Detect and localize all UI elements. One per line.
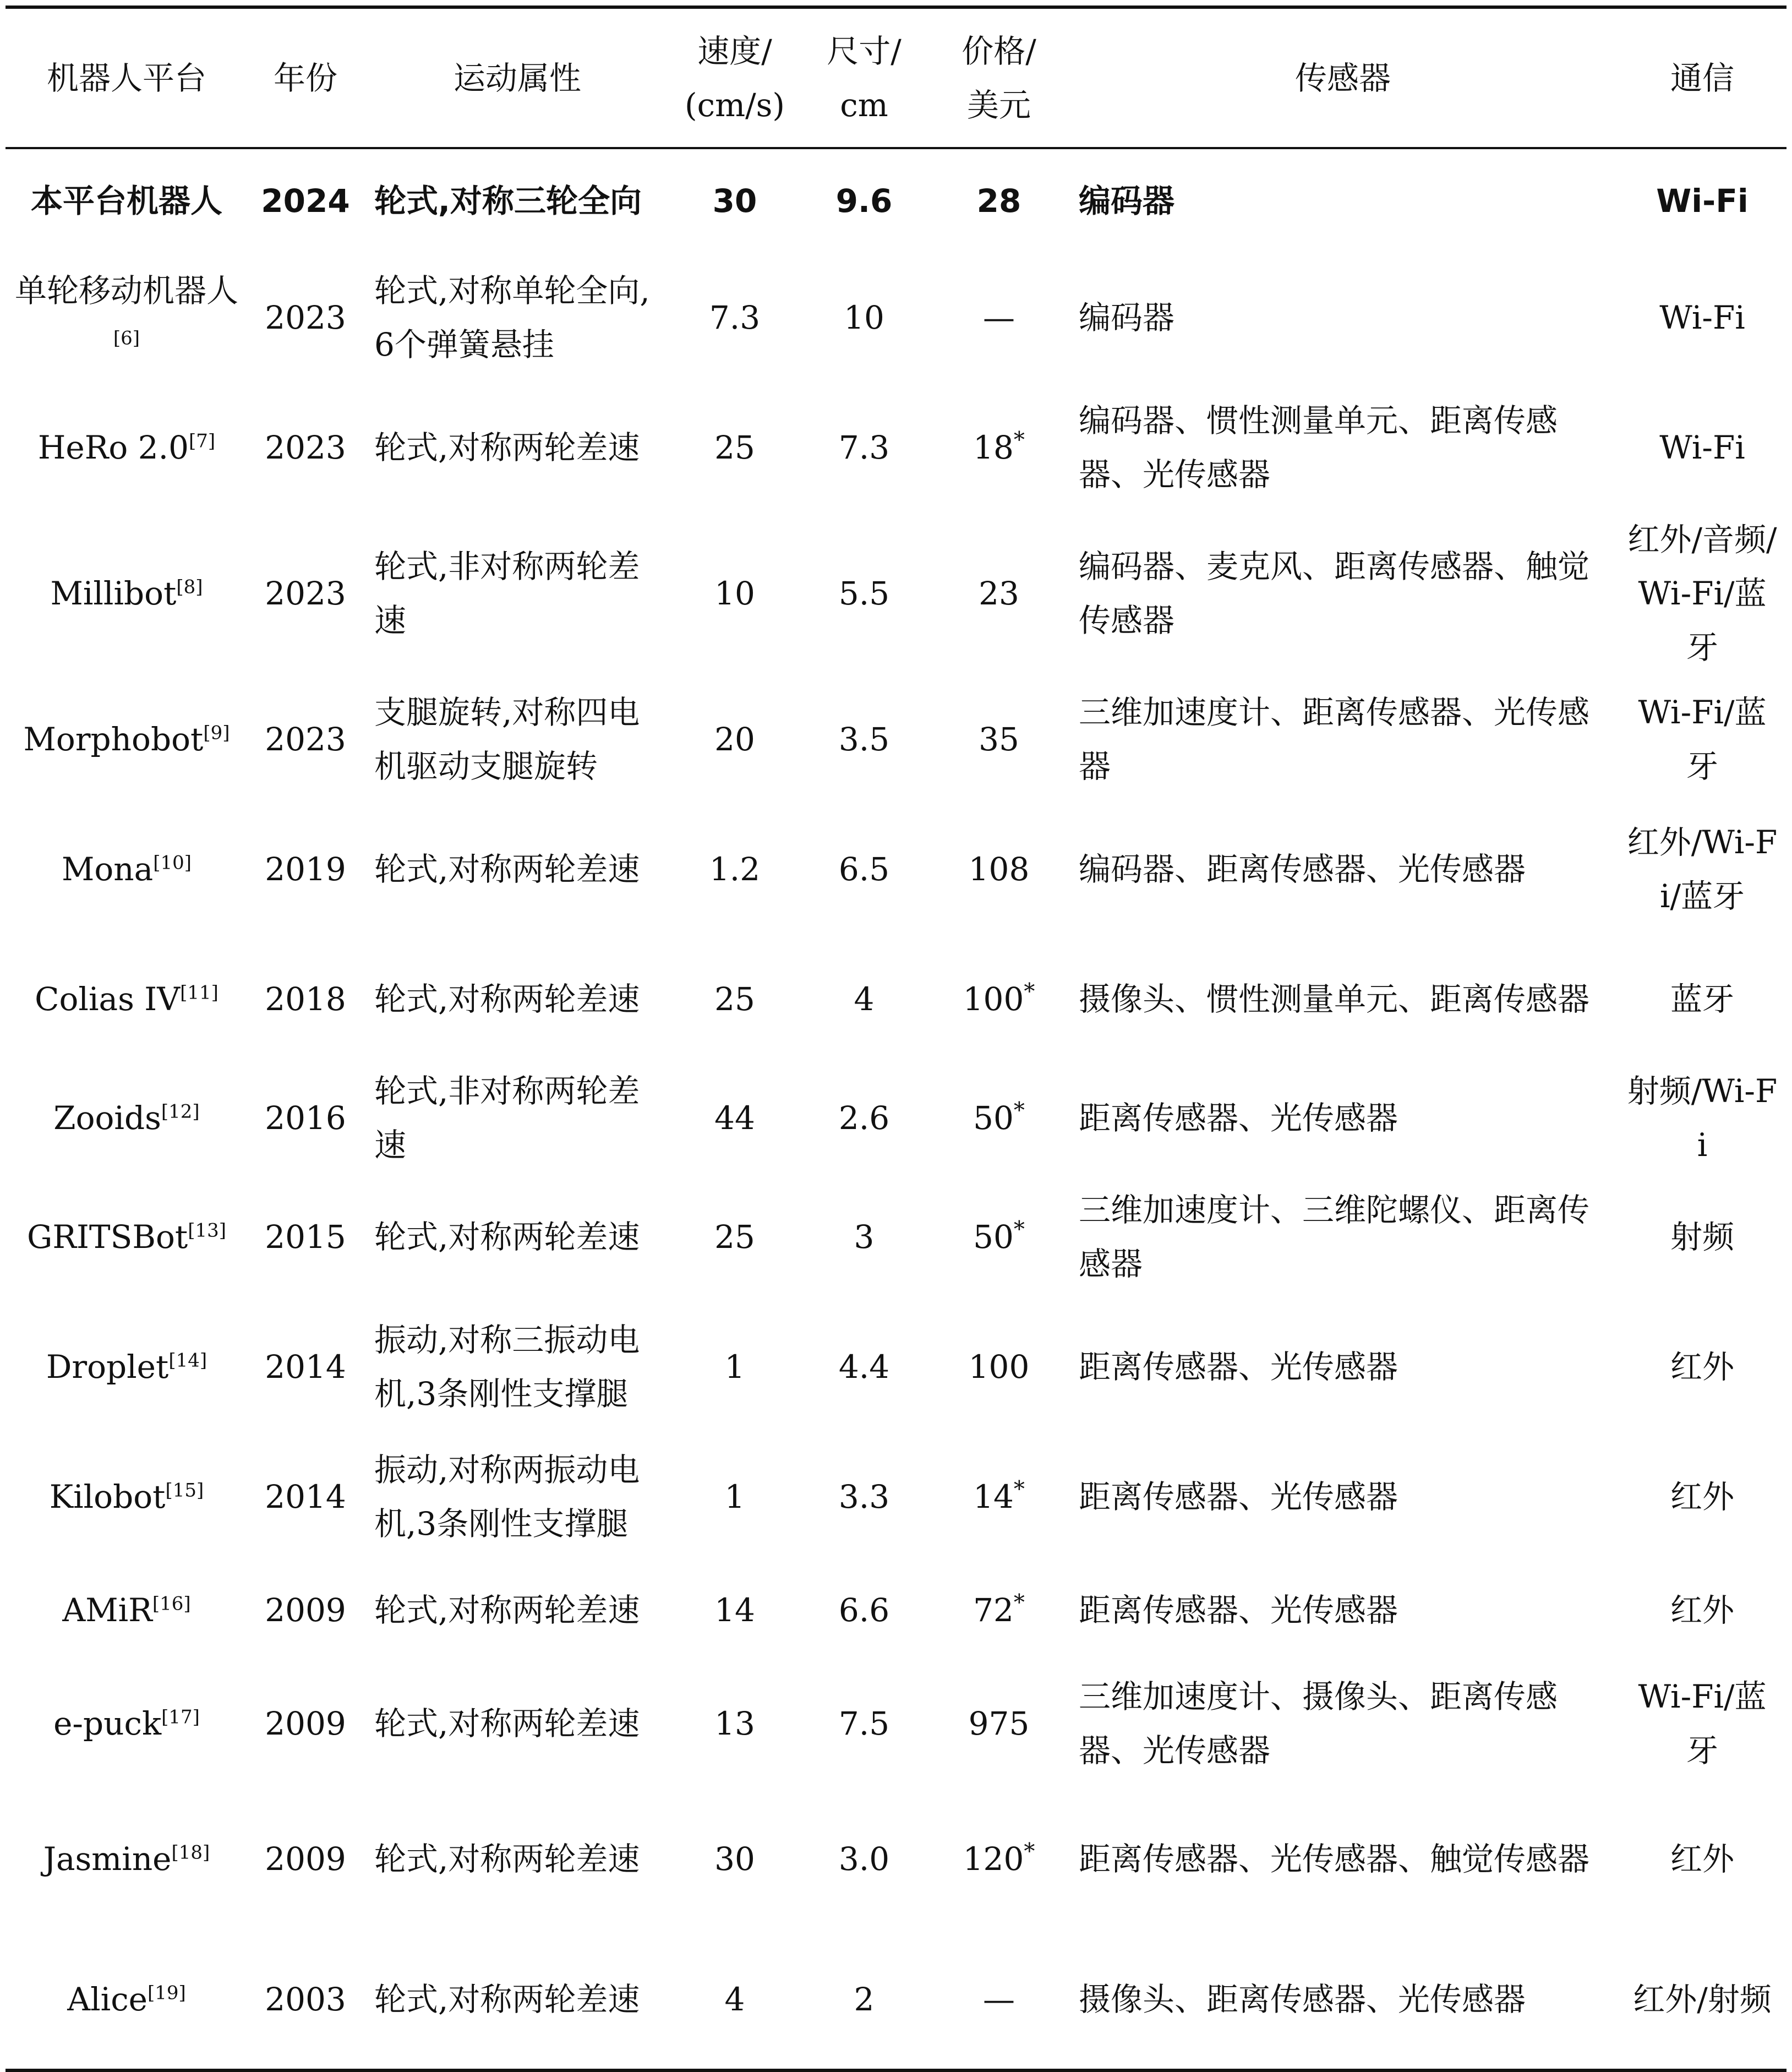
cell-year <box>248 1929 363 2070</box>
cell-motion <box>363 934 671 1064</box>
table-row <box>6 1302 1786 1432</box>
cell-price <box>930 1064 1068 1172</box>
cell-year <box>248 934 363 1064</box>
size-value: 3 <box>854 1218 875 1256</box>
sensors-value: 编码器、麦克风、距离传感器、触觉传感器 <box>1079 548 1590 639</box>
cell-comm <box>1618 1929 1786 2070</box>
comm-value: 红外 <box>1670 1840 1734 1878</box>
speed-value: 25 <box>714 980 755 1018</box>
cell-motion <box>363 1302 671 1432</box>
speed-value: 44 <box>714 1099 755 1137</box>
cell-year <box>248 148 363 253</box>
sensors-value: 三维加速度计、摄像头、距离传感器、光传感器 <box>1079 1678 1558 1769</box>
platform-name: Zooids <box>53 1099 161 1137</box>
cell-speed <box>671 1064 798 1172</box>
platform-name: Droplet <box>46 1348 169 1386</box>
platform-name: GRITSBot <box>27 1218 188 1256</box>
table-row <box>6 512 1786 674</box>
estimate-marker: * <box>1013 1476 1025 1502</box>
cell-motion <box>363 1789 671 1929</box>
year-value: 2023 <box>265 299 346 336</box>
cell-motion <box>363 804 671 934</box>
header-motion: 运动属性 <box>363 7 671 148</box>
cell-comm <box>1618 674 1786 804</box>
header-price <box>930 7 1068 148</box>
cell-speed <box>671 1659 798 1789</box>
size-value: 2 <box>854 1980 875 2018</box>
cell-size <box>798 253 930 383</box>
platform-name: Millibot <box>50 575 177 612</box>
size-value: 10 <box>844 299 884 336</box>
reference-citation: [8] <box>176 576 203 598</box>
cell-speed <box>671 253 798 383</box>
size-value: 4 <box>854 980 875 1018</box>
speed-value: 10 <box>714 575 755 612</box>
cell-price <box>930 1302 1068 1432</box>
header-speed <box>671 7 798 148</box>
cell-speed <box>671 1929 798 2070</box>
comm-value: 蓝牙 <box>1670 980 1734 1018</box>
cell-size <box>798 1789 930 1929</box>
year-value: 2015 <box>265 1218 346 1256</box>
cell-motion <box>363 1064 671 1172</box>
motion-value: 轮式,非对称两轮差速 <box>374 1072 640 1164</box>
comm-value: Wi-Fi <box>1659 429 1745 466</box>
comm-value: 红外/射频 <box>1633 1980 1772 2018</box>
reference-citation: [11] <box>180 982 218 1004</box>
reference-citation: [10] <box>153 852 192 874</box>
size-value: 6.6 <box>838 1591 890 1629</box>
cell-year <box>248 512 363 674</box>
sensors-value: 距离传感器、光传感器 <box>1079 1591 1398 1629</box>
speed-value: 30 <box>712 182 757 220</box>
cell-comm <box>1618 1302 1786 1432</box>
size-value: 7.5 <box>838 1705 890 1742</box>
cell-motion <box>363 148 671 253</box>
size-value: 5.5 <box>838 575 890 612</box>
year-value: 2019 <box>265 850 346 888</box>
motion-value: 轮式,对称两轮差速 <box>374 1591 640 1629</box>
speed-value: 1.2 <box>709 850 761 888</box>
cell-speed <box>671 1562 798 1659</box>
header-size-line2: cm <box>840 86 888 124</box>
sensors-value: 编码器、惯性测量单元、距离传感器、光传感器 <box>1079 402 1558 493</box>
estimate-marker: * <box>1024 979 1035 1005</box>
year-value: 2014 <box>265 1348 346 1386</box>
platform-name: Kilobot <box>49 1478 166 1515</box>
cell-size <box>798 934 930 1064</box>
table-header <box>6 7 1786 148</box>
cell-speed <box>671 804 798 934</box>
cell-price <box>930 253 1068 383</box>
year-value: 2023 <box>265 721 346 758</box>
motion-value: 轮式,对称两轮差速 <box>374 429 640 466</box>
cell-motion <box>363 383 671 512</box>
cell-sensors <box>1068 1172 1618 1302</box>
motion-value: 支腿旋转,对称四电机驱动支腿旋转 <box>374 694 640 785</box>
estimate-marker: * <box>1013 1098 1025 1124</box>
cell-speed <box>671 383 798 512</box>
cell-sensors <box>1068 253 1618 383</box>
cell-comm <box>1618 253 1786 383</box>
header-platform: 机器人平台 <box>6 7 248 148</box>
cell-size <box>798 148 930 253</box>
motion-value: 振动,对称两振动电机,3条刚性支撑腿 <box>374 1451 640 1542</box>
sensors-value: 编码器 <box>1079 182 1175 220</box>
cell-price <box>930 148 1068 253</box>
speed-value: 25 <box>714 1218 755 1256</box>
cell-platform <box>6 148 248 253</box>
cell-motion <box>363 1562 671 1659</box>
cell-comm <box>1618 148 1786 253</box>
cell-platform <box>6 1659 248 1789</box>
cell-price <box>930 804 1068 934</box>
size-value: 3.5 <box>838 721 890 758</box>
cell-comm <box>1618 1789 1786 1929</box>
year-value: 2018 <box>265 980 346 1018</box>
reference-citation: [9] <box>203 722 230 744</box>
motion-value: 轮式,对称单轮全向,6个弹簧悬挂 <box>374 272 650 363</box>
cell-platform <box>6 1432 248 1562</box>
comm-value: Wi-Fi <box>1656 182 1749 220</box>
cell-price <box>930 1659 1068 1789</box>
cell-year <box>248 804 363 934</box>
table-row <box>6 1064 1786 1172</box>
price-value: 50 <box>973 1099 1014 1137</box>
cell-size <box>798 1172 930 1302</box>
sensors-value: 距离传感器、光传感器 <box>1079 1099 1398 1137</box>
speed-value: 30 <box>714 1840 755 1878</box>
cell-year <box>248 1432 363 1562</box>
cell-year <box>248 1064 363 1172</box>
cell-comm <box>1618 1064 1786 1172</box>
speed-value: 14 <box>714 1591 755 1629</box>
estimate-marker: * <box>1013 427 1025 453</box>
motion-value: 轮式,非对称两轮差速 <box>374 548 640 639</box>
size-value: 7.3 <box>838 429 890 466</box>
year-value: 2014 <box>265 1478 346 1515</box>
cell-sensors <box>1068 804 1618 934</box>
cell-motion <box>363 1659 671 1789</box>
year-value: 2024 <box>261 182 350 220</box>
cell-size <box>798 1929 930 2070</box>
price-value: 50 <box>973 1218 1014 1256</box>
sensors-value: 距离传感器、光传感器 <box>1079 1478 1398 1515</box>
motion-value: 轮式,对称三轮全向 <box>374 182 642 220</box>
table-row <box>6 804 1786 934</box>
size-value: 3.0 <box>838 1840 890 1878</box>
cell-platform <box>6 1789 248 1929</box>
cell-year <box>248 383 363 512</box>
year-value: 2009 <box>265 1840 346 1878</box>
speed-value: 1 <box>724 1348 745 1386</box>
reference-citation: [6] <box>113 327 140 350</box>
sensors-value: 编码器、距离传感器、光传感器 <box>1079 850 1526 888</box>
cell-speed <box>671 1432 798 1562</box>
table-row <box>6 1432 1786 1562</box>
comm-value: 射频 <box>1670 1218 1734 1256</box>
motion-value: 轮式,对称两轮差速 <box>374 980 640 1018</box>
cell-comm <box>1618 512 1786 674</box>
cell-year <box>248 1562 363 1659</box>
cell-sensors <box>1068 1789 1618 1929</box>
speed-value: 1 <box>724 1478 745 1515</box>
motion-value: 振动,对称三振动电机,3条刚性支撑腿 <box>374 1321 640 1413</box>
comm-value: 红外/音频/Wi-Fi/蓝牙 <box>1627 521 1777 666</box>
cell-size <box>798 1432 930 1562</box>
cell-platform <box>6 1064 248 1172</box>
cell-sensors <box>1068 1064 1618 1172</box>
price-value: 35 <box>979 721 1019 758</box>
cell-price <box>930 1172 1068 1302</box>
cell-platform <box>6 1302 248 1432</box>
estimate-marker: * <box>1013 1217 1025 1242</box>
table-body <box>6 148 1786 2070</box>
header-size-line1: 尺寸/ <box>827 32 902 70</box>
table-row <box>6 148 1786 253</box>
cell-year <box>248 1789 363 1929</box>
cell-price <box>930 1789 1068 1929</box>
reference-citation: [13] <box>188 1219 226 1242</box>
cell-price <box>930 934 1068 1064</box>
price-value: 72 <box>973 1591 1014 1629</box>
cell-sensors <box>1068 1929 1618 2070</box>
cell-year <box>248 1172 363 1302</box>
speed-value: 4 <box>724 1980 745 2018</box>
sensors-value: 摄像头、距离传感器、光传感器 <box>1079 1980 1526 2018</box>
cell-platform <box>6 674 248 804</box>
cell-speed <box>671 674 798 804</box>
speed-value: 13 <box>714 1705 755 1742</box>
cell-sensors <box>1068 1562 1618 1659</box>
table-row <box>6 253 1786 383</box>
comm-value: 红外 <box>1670 1591 1734 1629</box>
cell-size <box>798 804 930 934</box>
speed-value: 20 <box>714 721 755 758</box>
comparison-table <box>6 6 1786 2072</box>
price-value: — <box>983 1980 1015 2018</box>
comm-value: 射频/Wi-Fi <box>1627 1072 1778 1164</box>
reference-citation: [14] <box>168 1349 207 1372</box>
year-value: 2009 <box>265 1591 346 1629</box>
platform-name: Mona <box>61 850 154 888</box>
comm-value: 红外 <box>1670 1478 1734 1515</box>
platform-name: HeRo 2.0 <box>37 429 189 466</box>
size-value: 6.5 <box>838 850 890 888</box>
price-value: 14 <box>973 1478 1014 1515</box>
sensors-value: 三维加速度计、三维陀螺仪、距离传感器 <box>1079 1191 1590 1283</box>
motion-value: 轮式,对称两轮差速 <box>374 1980 640 2018</box>
size-value: 4.4 <box>838 1348 890 1386</box>
table-row <box>6 1929 1786 2070</box>
cell-sensors <box>1068 674 1618 804</box>
cell-year <box>248 253 363 383</box>
price-value: 23 <box>979 575 1019 612</box>
reference-citation: [17] <box>161 1706 200 1729</box>
cell-motion <box>363 1172 671 1302</box>
sensors-value: 距离传感器、光传感器、触觉传感器 <box>1079 1840 1590 1878</box>
price-value: 108 <box>968 850 1030 888</box>
price-value: — <box>983 299 1015 336</box>
cell-comm <box>1618 1562 1786 1659</box>
cell-year <box>248 1659 363 1789</box>
price-value: 120 <box>963 1840 1024 1878</box>
header-comm: 通信 <box>1618 7 1786 148</box>
cell-sensors <box>1068 1302 1618 1432</box>
header-year: 年份 <box>248 7 363 148</box>
size-value: 9.6 <box>835 182 893 220</box>
cell-platform <box>6 383 248 512</box>
estimate-marker: * <box>1013 1590 1025 1616</box>
cell-price <box>930 674 1068 804</box>
cell-price <box>930 1432 1068 1562</box>
speed-value: 25 <box>714 429 755 466</box>
price-value: 28 <box>976 182 1021 220</box>
year-value: 2003 <box>265 1980 346 2018</box>
speed-value: 7.3 <box>709 299 761 336</box>
cell-speed <box>671 1302 798 1432</box>
sensors-value: 摄像头、惯性测量单元、距离传感器 <box>1079 980 1590 1018</box>
motion-value: 轮式,对称两轮差速 <box>374 850 640 888</box>
reference-citation: [12] <box>161 1100 200 1123</box>
sensors-value: 距离传感器、光传感器 <box>1079 1348 1398 1386</box>
cell-speed <box>671 148 798 253</box>
motion-value: 轮式,对称两轮差速 <box>374 1840 640 1878</box>
cell-motion <box>363 512 671 674</box>
cell-size <box>798 1302 930 1432</box>
cell-price <box>930 1929 1068 2070</box>
reference-citation: [7] <box>189 430 216 452</box>
sensors-value: 三维加速度计、距离传感器、光传感器 <box>1079 694 1590 785</box>
cell-sensors <box>1068 148 1618 253</box>
cell-size <box>798 512 930 674</box>
table-row <box>6 1789 1786 1929</box>
cell-comm <box>1618 1659 1786 1789</box>
platform-name: 本平台机器人 <box>30 182 222 220</box>
cell-sensors <box>1068 512 1618 674</box>
cell-platform <box>6 253 248 383</box>
platform-name: AMiR <box>62 1591 152 1629</box>
cell-price <box>930 512 1068 674</box>
header-speed-line2: (cm/s) <box>684 86 785 124</box>
cell-platform <box>6 1172 248 1302</box>
size-value: 2.6 <box>838 1099 890 1137</box>
comm-value: Wi-Fi/蓝牙 <box>1638 1678 1767 1769</box>
size-value: 3.3 <box>838 1478 890 1515</box>
cell-sensors <box>1068 934 1618 1064</box>
cell-price <box>930 383 1068 512</box>
cell-platform <box>6 1929 248 2070</box>
platform-name: Colias IV <box>35 980 181 1018</box>
reference-citation: [18] <box>171 1841 210 1864</box>
price-value: 18 <box>973 429 1014 466</box>
cell-motion <box>363 1432 671 1562</box>
reference-citation: [15] <box>165 1479 204 1502</box>
price-value: 975 <box>968 1705 1030 1742</box>
comm-value: Wi-Fi/蓝牙 <box>1638 694 1767 785</box>
estimate-marker: * <box>1024 1839 1035 1864</box>
cell-comm <box>1618 1432 1786 1562</box>
header-speed-line1: 速度/ <box>697 32 772 70</box>
table-row <box>6 674 1786 804</box>
cell-motion <box>363 1929 671 2070</box>
platform-name: Morphobot <box>23 721 204 758</box>
cell-speed <box>671 1172 798 1302</box>
table-row <box>6 383 1786 512</box>
platform-name: e-puck <box>53 1705 162 1742</box>
year-value: 2009 <box>265 1705 346 1742</box>
header-row <box>6 7 1786 148</box>
platform-name: 单轮移动机器人 <box>14 272 238 309</box>
comm-value: 红外/Wi-Fi/蓝牙 <box>1627 824 1778 915</box>
cell-speed <box>671 1789 798 1929</box>
cell-comm <box>1618 934 1786 1064</box>
cell-size <box>798 674 930 804</box>
year-value: 2023 <box>265 575 346 612</box>
cell-size <box>798 1064 930 1172</box>
table-row <box>6 1659 1786 1789</box>
motion-value: 轮式,对称两轮差速 <box>374 1705 640 1742</box>
cell-size <box>798 1659 930 1789</box>
cell-year <box>248 674 363 804</box>
cell-sensors <box>1068 1432 1618 1562</box>
cell-size <box>798 383 930 512</box>
cell-motion <box>363 674 671 804</box>
cell-comm <box>1618 804 1786 934</box>
cell-speed <box>671 934 798 1064</box>
cell-sensors <box>1068 1659 1618 1789</box>
price-value: 100 <box>968 1348 1030 1386</box>
comm-value: 红外 <box>1670 1348 1734 1386</box>
table-row <box>6 934 1786 1064</box>
cell-platform <box>6 1562 248 1659</box>
cell-year <box>248 1302 363 1432</box>
header-price-line2: 美元 <box>966 86 1031 124</box>
reference-citation: [16] <box>152 1593 191 1615</box>
header-price-line1: 价格/ <box>961 32 1036 70</box>
comm-value: Wi-Fi <box>1659 299 1745 336</box>
year-value: 2023 <box>265 429 346 466</box>
header-sensors: 传感器 <box>1068 7 1618 148</box>
cell-size <box>798 1562 930 1659</box>
price-value: 100 <box>963 980 1024 1018</box>
cell-motion <box>363 253 671 383</box>
cell-platform <box>6 804 248 934</box>
platform-name: Alice <box>67 1980 147 2018</box>
year-value: 2016 <box>265 1099 346 1137</box>
table-row <box>6 1562 1786 1659</box>
cell-comm <box>1618 383 1786 512</box>
reference-citation: [19] <box>147 1982 186 2004</box>
platform-name: Jasmine <box>43 1840 172 1878</box>
cell-comm <box>1618 1172 1786 1302</box>
motion-value: 轮式,对称两轮差速 <box>374 1218 640 1256</box>
cell-platform <box>6 934 248 1064</box>
cell-price <box>930 1562 1068 1659</box>
cell-sensors <box>1068 383 1618 512</box>
table-row <box>6 1172 1786 1302</box>
header-size <box>798 7 930 148</box>
cell-platform <box>6 512 248 674</box>
sensors-value: 编码器 <box>1079 299 1175 336</box>
cell-speed <box>671 512 798 674</box>
